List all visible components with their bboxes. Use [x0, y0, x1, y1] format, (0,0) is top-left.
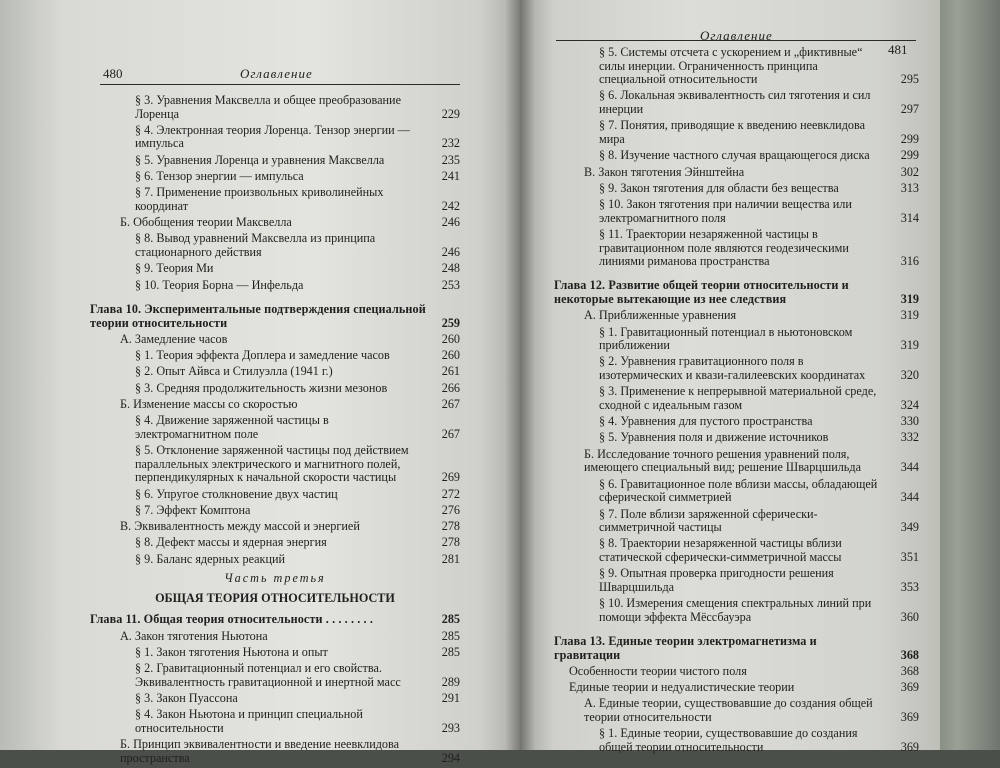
section-entry	[554, 431, 919, 445]
entry-title: § 11. Траектории незаряженной частицы в гравитационном поле являются геодезическими линиями риманова пространства	[599, 226, 849, 269]
left-running-title: Оглавление	[240, 66, 313, 81]
entry-title: § 8. Изучение частного случая вращающегося диска	[599, 148, 870, 163]
entry-title: § 2. Уравнения гравитационного поля в изотермических и квази-галилеевских координатах	[599, 354, 866, 383]
right-page-number: 481	[888, 42, 908, 57]
entry-title: § 9. Закон тяготения для области без вещества	[599, 180, 839, 195]
entry-title: Особенности теории чистого поля	[569, 663, 747, 678]
entry-page-number: 285	[441, 612, 460, 627]
section-entry	[90, 94, 460, 121]
entry-page-number: 248	[441, 261, 460, 276]
entry-page-number: 316	[900, 254, 919, 269]
section-entry	[90, 692, 460, 706]
entry-title: Единые теории и недуалистические теории	[569, 680, 795, 695]
section-entry	[90, 124, 460, 151]
entry-title: Б. Принцип эквивалентности и введение неевклидова пространства	[120, 737, 400, 765]
section-entry	[90, 262, 460, 276]
entry-page-number: 241	[441, 169, 460, 184]
entry-title: § 10. Теория Борна — Инфельда	[135, 277, 304, 292]
book-gutter	[505, 0, 535, 750]
subsection-entry	[90, 398, 460, 412]
entry-title: § 5. Уравнения поля и движение источников	[599, 430, 829, 445]
section-entry	[554, 198, 919, 225]
entry-title: § 10. Закон тяготения при наличии вещества или электромагнитного поля	[599, 197, 852, 225]
entry-title: § 3. Закон Пуассона	[135, 691, 238, 706]
entry-page-number: 242	[441, 198, 460, 213]
section-entry	[554, 89, 919, 116]
entry-page-number: 295	[900, 72, 919, 87]
entry-title: § 7. Эффект Комптона	[135, 502, 251, 517]
entry-page-number: 281	[441, 551, 460, 566]
entry-title: § 7. Понятия, приводящие к введению неевклидова мира	[599, 118, 865, 146]
chapter-entry	[554, 279, 919, 306]
section-entry	[90, 232, 460, 259]
section-entry	[554, 567, 919, 594]
section-entry	[90, 365, 460, 379]
entry-title: А. Единые теории, существовавшие до создания общей теории относительности	[584, 696, 873, 725]
entry-page-number: 266	[441, 380, 460, 395]
entry-page-number: 267	[441, 396, 460, 411]
section-entry	[90, 349, 460, 363]
entry-title: § 1. Единые теории, существовавшие до создания общей теории относительности	[599, 726, 858, 754]
entry-title: § 3. Применение к непрерывной материальной среде, сходной с идеальным газом	[599, 384, 877, 412]
entry-page-number: 232	[441, 136, 460, 151]
right-running-title: Оглавление	[700, 28, 773, 43]
entry-title: § 8. Траектории незаряженной частицы вблизи статической сферически-симметричной массы	[599, 536, 842, 564]
book-cover-edge	[930, 0, 1000, 750]
chapter-entry	[90, 303, 460, 330]
section-entry	[90, 279, 460, 293]
subsection-entry	[554, 448, 919, 475]
section-entry	[90, 646, 460, 660]
section-entry	[554, 508, 919, 535]
entry-page-number: 319	[900, 338, 919, 353]
section-entry	[90, 170, 460, 184]
entry-title: § 1. Теория эффекта Доплера и замедление часов	[135, 348, 390, 363]
entry-page-number: 276	[441, 502, 460, 517]
section-entry	[90, 488, 460, 502]
entry-page-number: 369	[900, 710, 919, 725]
entry-page-number: 269	[441, 470, 460, 485]
entry-title: § 2. Опыт Айвса и Стилуэлла (1941 г.)	[135, 364, 333, 379]
section-entry	[90, 536, 460, 550]
entry-page-number: 294	[441, 750, 460, 765]
entry-page-number: 253	[441, 277, 460, 292]
section-entry	[90, 708, 460, 735]
subsection-entry	[554, 166, 919, 180]
entry-title: § 4. Движение заряженной частицы в электромагнитном поле	[135, 413, 329, 441]
entry-page-number: 330	[900, 414, 919, 429]
entry-page-number: 260	[441, 331, 460, 346]
entry-title: § 4. Закон Ньютона и принцип специальной относительности	[135, 707, 363, 736]
entry-title: § 5. Системы отсчета с ускорением и „фиктивные“ силы инерции. Ограниченность принципа специальной относительности	[599, 45, 863, 87]
entry-title: § 9. Опытная проверка пригодности решения Шварцшильда	[599, 566, 834, 594]
entry-title: § 8. Вывод уравнений Максвелла из принципа стационарного действия	[135, 231, 376, 260]
entry-page-number: 351	[900, 549, 919, 564]
entry-title: § 7. Поле вблизи заряженной сферически-симметричной частицы	[599, 506, 818, 535]
entry-page-number: 344	[900, 490, 919, 505]
subsection-entry	[90, 520, 460, 534]
entry-page-number: 369	[900, 680, 919, 695]
section-entry	[90, 414, 460, 441]
subsection-entry	[554, 309, 919, 323]
section-entry	[554, 537, 919, 564]
entry-title: § 5. Уравнения Лоренца и уравнения Максвелла	[135, 152, 385, 167]
entry-page-number: 319	[900, 292, 919, 306]
entry-title: § 8. Дефект массы и ядерная энергия	[135, 535, 327, 550]
subsection-entry	[554, 697, 919, 724]
left-header-rule	[100, 84, 460, 85]
entry-title: § 2. Гравитационный потенциал и его свойства. Эквивалентность гравитационной и инертной масс	[135, 661, 401, 689]
entry-page-number: 332	[900, 430, 919, 445]
entry-title: § 6. Локальная эквивалентность сил тяготения и сил инерции	[599, 88, 871, 117]
section-entry	[554, 149, 919, 163]
entry-page-number: 293	[441, 721, 460, 736]
section-entry	[554, 355, 919, 382]
entry-page-number: 260	[441, 348, 460, 363]
section-entry	[554, 119, 919, 146]
entry-page-number: 229	[441, 106, 460, 121]
entry-page-number: 302	[900, 164, 919, 179]
entry-title: Глава 11. Общая теория относительности . . . . . . . .	[90, 612, 373, 627]
entry-page-number: 246	[441, 245, 460, 260]
entry-title: Б. Обобщения теории Максвелла	[120, 215, 292, 230]
entry-page-number: 272	[441, 486, 460, 501]
entry-title: § 7. Применение произвольных криволинейных координат	[135, 185, 384, 213]
section-entry	[554, 727, 919, 754]
entry-title: § 3. Средняя продолжительность жизни мезонов	[135, 380, 388, 395]
entry-title: § 6. Упругое столкновение двух частиц	[135, 486, 338, 501]
entry-page-number: 267	[441, 426, 460, 441]
entry-title: Глава 12. Развитие общей теории относительности и некоторые вытекающие из нее следствия	[554, 278, 849, 306]
entry-page-number: 285	[441, 628, 460, 643]
section-entry	[554, 326, 919, 353]
section-entry	[90, 382, 460, 396]
entry-title: Б. Исследование точного решения уравнений поля, имеющего специальный вид; решение Шварцшильда	[584, 446, 861, 475]
entry-title: § 10. Измерения смещения спектральных линий при помощи эффекта Мёссбауэра	[599, 596, 872, 624]
entry-title: § 1. Закон тяготения Ньютона и опыт	[135, 645, 328, 659]
entry-page-number: 344	[900, 460, 919, 475]
left-toc-list	[90, 94, 460, 768]
section-entry	[90, 154, 460, 168]
section-entry	[90, 186, 460, 213]
section-entry	[90, 662, 460, 689]
entry-page-number: 261	[441, 364, 460, 379]
section-entry	[90, 553, 460, 567]
section-entry	[554, 597, 919, 624]
entry-page-number: 289	[441, 674, 460, 689]
entry-page-number: 285	[441, 645, 460, 659]
section-entry	[554, 182, 919, 196]
entry-title: Б. Изменение массы со скоростью	[120, 396, 298, 411]
entry-title: § 4. Электронная теория Лоренца. Тензор энергии — импульса	[135, 122, 410, 151]
section-entry	[90, 504, 460, 518]
entry-page-number: 349	[900, 520, 919, 535]
entry-page-number: 369	[900, 739, 919, 754]
entry-page-number: 313	[900, 180, 919, 195]
subsection-entry	[90, 216, 460, 230]
subsection-entry	[554, 681, 919, 695]
entry-page-number: 278	[441, 519, 460, 534]
entry-title: § 6. Тензор энергии — импульса	[135, 169, 304, 184]
entry-page-number: 324	[900, 397, 919, 412]
entry-page-number: 235	[441, 152, 460, 167]
section-entry	[90, 444, 460, 485]
part-title: ОБЩАЯ ТЕОРИЯ ОТНОСИТЕЛЬНОСТИ	[155, 590, 395, 605]
entry-title: § 4. Уравнения для пустого пространства	[599, 414, 813, 429]
subsection-entry	[554, 665, 919, 679]
entry-title: § 5. Отклонение заряженной частицы под действием параллельных электрического и магнитного полей, перпендикулярных к начальной скорости частицы	[135, 443, 409, 485]
section-entry	[554, 46, 919, 87]
right-toc-list	[554, 46, 919, 757]
subsection-entry	[90, 333, 460, 347]
entry-page-number: 259	[441, 315, 460, 330]
section-entry	[554, 415, 919, 429]
entry-page-number: 360	[900, 609, 919, 624]
chapter-entry	[90, 613, 460, 627]
entry-title: § 3. Уравнения Максвелла и общее преобразование Лоренца	[135, 93, 401, 121]
entry-title: В. Закон тяготения Эйнштейна	[584, 164, 745, 179]
left-page-number: 480	[103, 66, 123, 81]
entry-page-number: 297	[900, 102, 919, 117]
entry-title: А. Закон тяготения Ньютона	[120, 628, 268, 643]
entry-page-number: 246	[441, 215, 460, 230]
entry-page-number: 314	[900, 210, 919, 225]
section-entry	[554, 385, 919, 412]
entry-page-number: 319	[900, 308, 919, 323]
entry-title: § 1. Гравитационный потенциал в ньютоновском приближении	[599, 324, 853, 353]
subsection-entry	[90, 738, 460, 765]
entry-page-number: 353	[900, 579, 919, 594]
right-page	[520, 0, 940, 754]
entry-title: А. Приближенные уравнения	[584, 308, 737, 323]
part-label: Часть третья	[224, 571, 326, 586]
entry-page-number: 368	[900, 647, 919, 662]
entry-page-number: 299	[900, 148, 919, 163]
entry-page-number: 299	[900, 131, 919, 146]
entry-page-number: 368	[900, 663, 919, 678]
entry-title: В. Эквивалентность между массой и энергией	[120, 519, 360, 534]
entry-page-number: 278	[441, 535, 460, 550]
entry-title: Глава 10. Экспериментальные подтверждения специальной теории относительности	[90, 301, 426, 330]
entry-title: Глава 13. Единые теории электромагнетизма и гравитации	[554, 634, 817, 662]
entry-title: А. Замедление часов	[120, 331, 228, 346]
subsection-entry	[90, 630, 460, 644]
right-header-rule	[556, 40, 916, 41]
entry-page-number: 320	[900, 368, 919, 383]
entry-title: § 9. Баланс ядерных реакций	[135, 551, 286, 566]
section-entry	[554, 228, 919, 269]
entry-title: § 6. Гравитационное поле вблизи массы, обладающей сферической симметрией	[599, 476, 878, 505]
entry-title: § 9. Теория Ми	[135, 261, 214, 276]
chapter-entry	[554, 635, 919, 662]
entry-page-number: 291	[441, 691, 460, 706]
section-entry	[554, 478, 919, 505]
